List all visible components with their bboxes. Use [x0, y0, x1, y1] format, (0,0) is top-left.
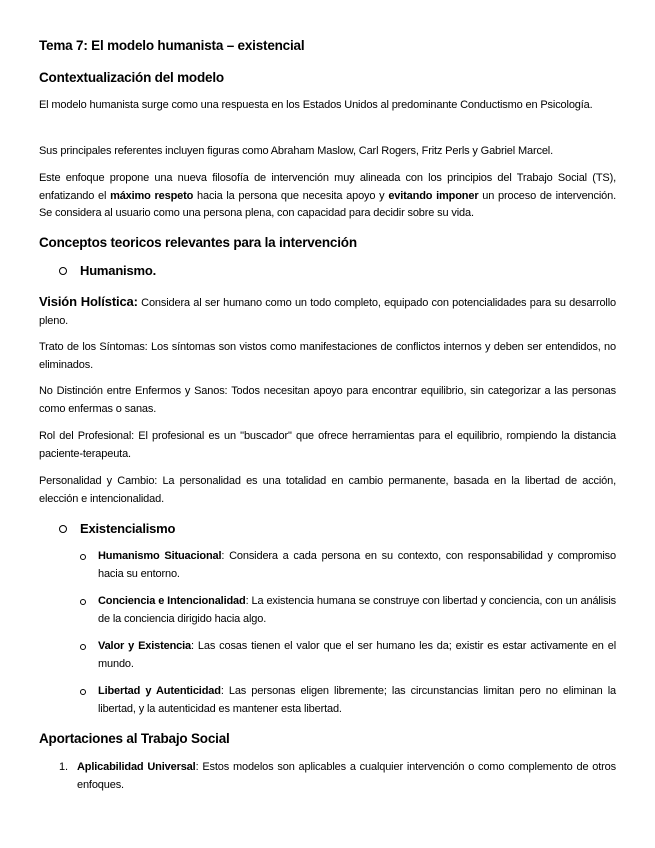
text-span: Considera al ser humano como un todo completo, equipado con potencialidades para su desarrollo pleno.	[39, 297, 616, 327]
text-span: : La existencia humana se construye con libertad y conciencia, con un análisis de la conciencia dirigido hacia algo.	[98, 595, 616, 625]
bold-term: Libertad y Autenticidad	[98, 685, 221, 697]
page-title: Tema 7: El modelo humanista – existencial	[39, 38, 305, 53]
circle-bullet-icon	[80, 689, 86, 695]
subheading-humanismo	[59, 263, 156, 278]
paragraph-referentes: Sus principales referentes incluyen figuras como Abraham Maslow, Carl Rogers, Fritz Perls y Gabriel Marcel.	[39, 145, 553, 157]
bold-term: evitando imponer	[388, 189, 479, 202]
circle-bullet-icon	[80, 599, 86, 605]
text-span: : Considera a cada persona en su contexto, con responsabilidad y compromiso hacia su entorno.	[98, 550, 616, 580]
subheading-label: Humanismo.	[80, 263, 157, 278]
text-span: un proceso de intervención. Se considera al usuario como una persona plena, con capacidad para decidir sobre su vida.	[39, 189, 617, 219]
list-item	[98, 683, 616, 718]
subheading-existencialismo	[59, 521, 175, 536]
paragraph-distincion: No Distinción entre Enfermos y Sanos: Todos necesitan apoyo para encontrar equilibrio, sin categorizar a las personas como enfermas o sanas.	[39, 385, 616, 415]
heading-aportaciones: Aportaciones al Trabajo Social	[39, 731, 230, 746]
paragraph-enfoque	[39, 170, 616, 223]
heading-contextualizacion: Contextualización del modelo	[39, 70, 224, 85]
text-span: : Las personas eligen libremente; las circunstancias limitan pero no eliminan la libertad, y la autenticidad es mantener esta libertad.	[98, 685, 616, 715]
paragraph-vision-holistica	[39, 293, 616, 330]
text-span: : Estos modelos son aplicables a cualquier intervención o como complemento de otros enfoques.	[77, 761, 616, 791]
paragraph-personalidad: Personalidad y Cambio: La personalidad es una totalidad en cambio permanente, basada en la libertad de acción, elección e intencionalidad.	[39, 475, 616, 505]
text-span: : Las cosas tienen el valor que el ser humano les da; existir es estar activamente en el mundo.	[98, 640, 617, 670]
heading-conceptos: Conceptos teoricos relevantes para la intervención	[39, 235, 357, 250]
numbered-item	[59, 759, 616, 794]
bold-term: Valor y Existencia	[98, 640, 191, 652]
list-item	[98, 638, 616, 673]
circle-bullet-icon	[80, 554, 86, 560]
bold-term: máximo respeto	[110, 189, 194, 202]
bold-term: Aplicabilidad Universal	[77, 761, 196, 773]
text-span: hacia la persona que necesita apoyo y	[193, 189, 389, 202]
bold-term: Conciencia e Intencionalidad	[98, 595, 246, 607]
subheading-label: Existencialismo	[80, 521, 176, 536]
paragraph-sintomas: Trato de los Síntomas: Los síntomas son vistos como manifestaciones de conflictos internos y deben ser entendidos, no eliminados.	[39, 341, 616, 371]
circle-bullet-icon	[59, 267, 67, 275]
paragraph-origen: El modelo humanista surge como una respuesta en los Estados Unidos al predominante Conductismo en Psicología.	[39, 99, 593, 111]
paragraph-rol-profesional: Rol del Profesional: El profesional es un "buscador" que ofrece herramientas para el equilibrio, rompiendo la distancia paciente-terapeuta.	[39, 430, 616, 460]
circle-bullet-icon	[59, 525, 67, 533]
list-item	[98, 548, 616, 583]
text-span: Este enfoque propone una nueva filosofía de intervención muy alineada con los principios del Trabajo Social (TS), enfatizando el	[39, 172, 616, 202]
list-item	[98, 593, 616, 628]
lead-term: Visión Holística:	[39, 294, 138, 309]
bold-term: Humanismo Situacional	[98, 550, 222, 562]
item-text	[77, 759, 616, 794]
circle-bullet-icon	[80, 644, 86, 650]
item-number: 1.	[59, 761, 68, 773]
